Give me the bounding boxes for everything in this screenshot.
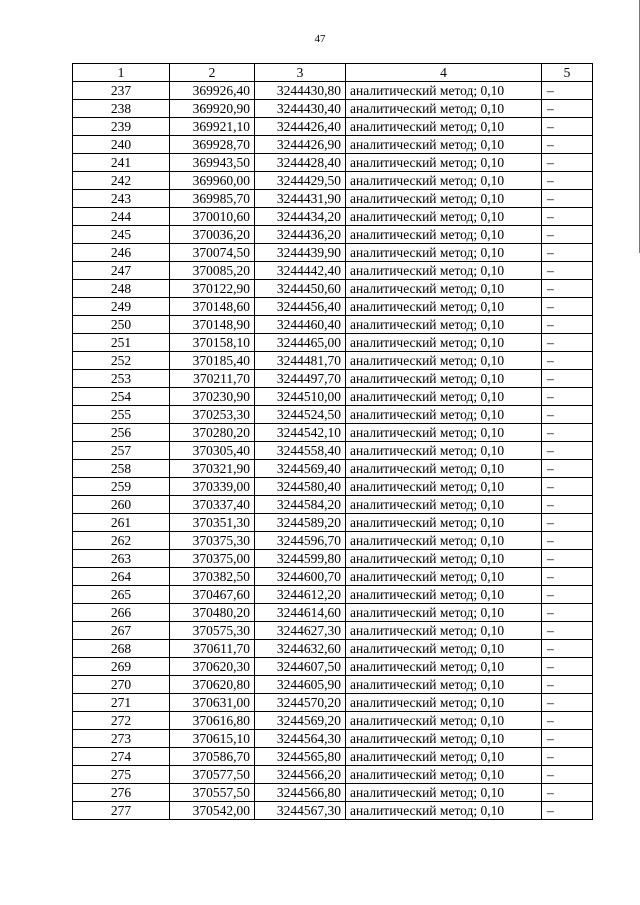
table-row — [73, 118, 593, 136]
table-row — [73, 604, 593, 622]
y-coordinate-cell: 3244450,60 — [255, 280, 346, 298]
y-coordinate-cell: 3244569,20 — [255, 712, 346, 730]
x-coordinate-cell: 370036,20 — [170, 226, 255, 244]
point-number-cell: 238 — [73, 100, 170, 118]
note-cell: – — [542, 352, 593, 370]
y-coordinate-cell: 3244565,80 — [255, 748, 346, 766]
note-cell: – — [542, 640, 593, 658]
point-number-cell: 274 — [73, 748, 170, 766]
point-number-cell: 242 — [73, 172, 170, 190]
x-coordinate-cell: 370616,80 — [170, 712, 255, 730]
table-row — [73, 784, 593, 802]
y-coordinate-cell: 3244580,40 — [255, 478, 346, 496]
table-row — [73, 280, 593, 298]
point-number-cell: 259 — [73, 478, 170, 496]
y-coordinate-cell: 3244564,30 — [255, 730, 346, 748]
note-cell: – — [542, 712, 593, 730]
point-number-cell: 273 — [73, 730, 170, 748]
note-cell: – — [542, 604, 593, 622]
point-number-cell: 255 — [73, 406, 170, 424]
table-row — [73, 352, 593, 370]
x-coordinate-cell: 370575,30 — [170, 622, 255, 640]
y-coordinate-cell: 3244434,20 — [255, 208, 346, 226]
point-number-cell: 265 — [73, 586, 170, 604]
column-header: 1 — [73, 64, 170, 82]
method-accuracy-cell: аналитический метод; 0,10 — [346, 622, 542, 640]
method-accuracy-cell: аналитический метод; 0,10 — [346, 532, 542, 550]
point-number-cell: 248 — [73, 280, 170, 298]
method-accuracy-cell: аналитический метод; 0,10 — [346, 676, 542, 694]
table-row — [73, 658, 593, 676]
y-coordinate-cell: 3244456,40 — [255, 298, 346, 316]
point-number-cell: 275 — [73, 766, 170, 784]
table-row — [73, 370, 593, 388]
method-accuracy-cell: аналитический метод; 0,10 — [346, 100, 542, 118]
y-coordinate-cell: 3244612,20 — [255, 586, 346, 604]
y-coordinate-cell: 3244596,70 — [255, 532, 346, 550]
method-accuracy-cell: аналитический метод; 0,10 — [346, 334, 542, 352]
note-cell: – — [542, 784, 593, 802]
note-cell: – — [542, 388, 593, 406]
point-number-cell: 245 — [73, 226, 170, 244]
column-header: 4 — [346, 64, 542, 82]
point-number-cell: 261 — [73, 514, 170, 532]
table-row — [73, 82, 593, 100]
note-cell: – — [542, 262, 593, 280]
point-number-cell: 267 — [73, 622, 170, 640]
x-coordinate-cell: 370480,20 — [170, 604, 255, 622]
point-number-cell: 257 — [73, 442, 170, 460]
point-number-cell: 250 — [73, 316, 170, 334]
method-accuracy-cell: аналитический метод; 0,10 — [346, 118, 542, 136]
method-accuracy-cell: аналитический метод; 0,10 — [346, 748, 542, 766]
table-row — [73, 748, 593, 766]
note-cell: – — [542, 550, 593, 568]
x-coordinate-cell: 370351,30 — [170, 514, 255, 532]
method-accuracy-cell: аналитический метод; 0,10 — [346, 316, 542, 334]
y-coordinate-cell: 3244497,70 — [255, 370, 346, 388]
y-coordinate-cell: 3244566,80 — [255, 784, 346, 802]
method-accuracy-cell: аналитический метод; 0,10 — [346, 802, 542, 820]
y-coordinate-cell: 3244567,30 — [255, 802, 346, 820]
point-number-cell: 266 — [73, 604, 170, 622]
note-cell: – — [542, 460, 593, 478]
y-coordinate-cell: 3244428,40 — [255, 154, 346, 172]
note-cell: – — [542, 496, 593, 514]
x-coordinate-cell: 370148,60 — [170, 298, 255, 316]
x-coordinate-cell: 370305,40 — [170, 442, 255, 460]
x-coordinate-cell: 369943,50 — [170, 154, 255, 172]
x-coordinate-cell: 370620,80 — [170, 676, 255, 694]
method-accuracy-cell: аналитический метод; 0,10 — [346, 766, 542, 784]
table-row — [73, 262, 593, 280]
x-coordinate-cell: 369928,70 — [170, 136, 255, 154]
point-number-cell: 244 — [73, 208, 170, 226]
y-coordinate-cell: 3244589,20 — [255, 514, 346, 532]
y-coordinate-cell: 3244600,70 — [255, 568, 346, 586]
x-coordinate-cell: 370339,00 — [170, 478, 255, 496]
table-row — [73, 478, 593, 496]
method-accuracy-cell: аналитический метод; 0,10 — [346, 460, 542, 478]
table-row — [73, 532, 593, 550]
method-accuracy-cell: аналитический метод; 0,10 — [346, 298, 542, 316]
table-row — [73, 514, 593, 532]
note-cell: – — [542, 424, 593, 442]
table-row — [73, 208, 593, 226]
method-accuracy-cell: аналитический метод; 0,10 — [346, 586, 542, 604]
y-coordinate-cell: 3244542,10 — [255, 424, 346, 442]
point-number-cell: 256 — [73, 424, 170, 442]
table-body — [73, 82, 593, 820]
y-coordinate-cell: 3244426,40 — [255, 118, 346, 136]
note-cell: – — [542, 208, 593, 226]
method-accuracy-cell: аналитический метод; 0,10 — [346, 280, 542, 298]
method-accuracy-cell: аналитический метод; 0,10 — [346, 190, 542, 208]
y-coordinate-cell: 3244465,00 — [255, 334, 346, 352]
table-row — [73, 334, 593, 352]
note-cell: – — [542, 532, 593, 550]
note-cell: – — [542, 658, 593, 676]
table-row — [73, 550, 593, 568]
note-cell: – — [542, 514, 593, 532]
note-cell: – — [542, 298, 593, 316]
table-row — [73, 226, 593, 244]
y-coordinate-cell: 3244481,70 — [255, 352, 346, 370]
method-accuracy-cell: аналитический метод; 0,10 — [346, 640, 542, 658]
y-coordinate-cell: 3244632,60 — [255, 640, 346, 658]
point-number-cell: 271 — [73, 694, 170, 712]
point-number-cell: 241 — [73, 154, 170, 172]
note-cell: – — [542, 82, 593, 100]
note-cell: – — [542, 442, 593, 460]
point-number-cell: 263 — [73, 550, 170, 568]
point-number-cell: 254 — [73, 388, 170, 406]
table-row — [73, 298, 593, 316]
y-coordinate-cell: 3244627,30 — [255, 622, 346, 640]
table-row — [73, 640, 593, 658]
x-coordinate-cell: 370148,90 — [170, 316, 255, 334]
table-row — [73, 388, 593, 406]
x-coordinate-cell: 370337,40 — [170, 496, 255, 514]
x-coordinate-cell: 370074,50 — [170, 244, 255, 262]
y-coordinate-cell: 3244436,20 — [255, 226, 346, 244]
method-accuracy-cell: аналитический метод; 0,10 — [346, 82, 542, 100]
note-cell: – — [542, 316, 593, 334]
y-coordinate-cell: 3244569,40 — [255, 460, 346, 478]
point-number-cell: 258 — [73, 460, 170, 478]
x-coordinate-cell: 370185,40 — [170, 352, 255, 370]
table-row — [73, 712, 593, 730]
method-accuracy-cell: аналитический метод; 0,10 — [346, 784, 542, 802]
x-coordinate-cell: 369921,10 — [170, 118, 255, 136]
x-coordinate-cell: 370122,90 — [170, 280, 255, 298]
point-number-cell: 276 — [73, 784, 170, 802]
table-row — [73, 730, 593, 748]
x-coordinate-cell: 370321,90 — [170, 460, 255, 478]
point-number-cell: 253 — [73, 370, 170, 388]
method-accuracy-cell: аналитический метод; 0,10 — [346, 730, 542, 748]
table-row — [73, 586, 593, 604]
x-coordinate-cell: 370577,50 — [170, 766, 255, 784]
y-coordinate-cell: 3244510,00 — [255, 388, 346, 406]
method-accuracy-cell: аналитический метод; 0,10 — [346, 226, 542, 244]
point-number-cell: 243 — [73, 190, 170, 208]
x-coordinate-cell: 369985,70 — [170, 190, 255, 208]
column-header: 5 — [542, 64, 593, 82]
method-accuracy-cell: аналитический метод; 0,10 — [346, 550, 542, 568]
note-cell: – — [542, 136, 593, 154]
note-cell: – — [542, 118, 593, 136]
note-cell: – — [542, 244, 593, 262]
point-number-cell: 269 — [73, 658, 170, 676]
table-row — [73, 424, 593, 442]
table-row — [73, 244, 593, 262]
note-cell: – — [542, 226, 593, 244]
note-cell: – — [542, 280, 593, 298]
point-number-cell: 264 — [73, 568, 170, 586]
point-number-cell: 277 — [73, 802, 170, 820]
note-cell: – — [542, 370, 593, 388]
y-coordinate-cell: 3244570,20 — [255, 694, 346, 712]
y-coordinate-cell: 3244439,90 — [255, 244, 346, 262]
y-coordinate-cell: 3244430,40 — [255, 100, 346, 118]
method-accuracy-cell: аналитический метод; 0,10 — [346, 172, 542, 190]
x-coordinate-cell: 370375,30 — [170, 532, 255, 550]
note-cell: – — [542, 100, 593, 118]
table-row — [73, 676, 593, 694]
x-coordinate-cell: 370158,10 — [170, 334, 255, 352]
point-number-cell: 237 — [73, 82, 170, 100]
table-row — [73, 802, 593, 820]
point-number-cell: 252 — [73, 352, 170, 370]
y-coordinate-cell: 3244460,40 — [255, 316, 346, 334]
point-number-cell: 239 — [73, 118, 170, 136]
method-accuracy-cell: аналитический метод; 0,10 — [346, 442, 542, 460]
y-coordinate-cell: 3244605,90 — [255, 676, 346, 694]
x-coordinate-cell: 369920,90 — [170, 100, 255, 118]
table-row — [73, 154, 593, 172]
note-cell: – — [542, 172, 593, 190]
note-cell: – — [542, 568, 593, 586]
table-header-row — [73, 64, 593, 82]
method-accuracy-cell: аналитический метод; 0,10 — [346, 424, 542, 442]
y-coordinate-cell: 3244558,40 — [255, 442, 346, 460]
method-accuracy-cell: аналитический метод; 0,10 — [346, 658, 542, 676]
method-accuracy-cell: аналитический метод; 0,10 — [346, 604, 542, 622]
column-header: 2 — [170, 64, 255, 82]
table-row — [73, 460, 593, 478]
x-coordinate-cell: 370253,30 — [170, 406, 255, 424]
x-coordinate-cell: 370557,50 — [170, 784, 255, 802]
point-number-cell: 246 — [73, 244, 170, 262]
point-number-cell: 240 — [73, 136, 170, 154]
point-number-cell: 251 — [73, 334, 170, 352]
table-row — [73, 406, 593, 424]
x-coordinate-cell: 370467,60 — [170, 586, 255, 604]
method-accuracy-cell: аналитический метод; 0,10 — [346, 712, 542, 730]
table-row — [73, 496, 593, 514]
x-coordinate-cell: 370586,70 — [170, 748, 255, 766]
note-cell: – — [542, 802, 593, 820]
method-accuracy-cell: аналитический метод; 0,10 — [346, 262, 542, 280]
x-coordinate-cell: 369960,00 — [170, 172, 255, 190]
page-number: 47 — [314, 33, 326, 45]
x-coordinate-cell: 370010,60 — [170, 208, 255, 226]
point-number-cell: 262 — [73, 532, 170, 550]
note-cell: – — [542, 748, 593, 766]
table-row — [73, 190, 593, 208]
x-coordinate-cell: 370615,10 — [170, 730, 255, 748]
y-coordinate-cell: 3244431,90 — [255, 190, 346, 208]
note-cell: – — [542, 334, 593, 352]
x-coordinate-cell: 370230,90 — [170, 388, 255, 406]
x-coordinate-cell: 370620,30 — [170, 658, 255, 676]
note-cell: – — [542, 406, 593, 424]
x-coordinate-cell: 370211,70 — [170, 370, 255, 388]
method-accuracy-cell: аналитический метод; 0,10 — [346, 154, 542, 172]
method-accuracy-cell: аналитический метод; 0,10 — [346, 406, 542, 424]
table-row — [73, 100, 593, 118]
method-accuracy-cell: аналитический метод; 0,10 — [346, 388, 542, 406]
x-coordinate-cell: 369926,40 — [170, 82, 255, 100]
note-cell: – — [542, 694, 593, 712]
point-number-cell: 249 — [73, 298, 170, 316]
y-coordinate-cell: 3244442,40 — [255, 262, 346, 280]
coordinates-table — [72, 63, 593, 820]
y-coordinate-cell: 3244599,80 — [255, 550, 346, 568]
table-row — [73, 172, 593, 190]
point-number-cell: 268 — [73, 640, 170, 658]
column-header: 3 — [255, 64, 346, 82]
x-coordinate-cell: 370085,20 — [170, 262, 255, 280]
x-coordinate-cell: 370611,70 — [170, 640, 255, 658]
table-row — [73, 694, 593, 712]
y-coordinate-cell: 3244430,80 — [255, 82, 346, 100]
table-row — [73, 622, 593, 640]
y-coordinate-cell: 3244566,20 — [255, 766, 346, 784]
table-row — [73, 136, 593, 154]
method-accuracy-cell: аналитический метод; 0,10 — [346, 568, 542, 586]
note-cell: – — [542, 676, 593, 694]
method-accuracy-cell: аналитический метод; 0,10 — [346, 352, 542, 370]
x-coordinate-cell: 370542,00 — [170, 802, 255, 820]
method-accuracy-cell: аналитический метод; 0,10 — [346, 478, 542, 496]
method-accuracy-cell: аналитический метод; 0,10 — [346, 244, 542, 262]
y-coordinate-cell: 3244429,50 — [255, 172, 346, 190]
table-row — [73, 316, 593, 334]
point-number-cell: 260 — [73, 496, 170, 514]
method-accuracy-cell: аналитический метод; 0,10 — [346, 370, 542, 388]
y-coordinate-cell: 3244524,50 — [255, 406, 346, 424]
y-coordinate-cell: 3244426,90 — [255, 136, 346, 154]
method-accuracy-cell: аналитический метод; 0,10 — [346, 136, 542, 154]
note-cell: – — [542, 730, 593, 748]
note-cell: – — [542, 586, 593, 604]
point-number-cell: 247 — [73, 262, 170, 280]
note-cell: – — [542, 766, 593, 784]
point-number-cell: 270 — [73, 676, 170, 694]
x-coordinate-cell: 370631,00 — [170, 694, 255, 712]
note-cell: – — [542, 622, 593, 640]
y-coordinate-cell: 3244614,60 — [255, 604, 346, 622]
table-row — [73, 442, 593, 460]
table-row — [73, 766, 593, 784]
y-coordinate-cell: 3244607,50 — [255, 658, 346, 676]
note-cell: – — [542, 190, 593, 208]
point-number-cell: 272 — [73, 712, 170, 730]
table-row — [73, 568, 593, 586]
method-accuracy-cell: аналитический метод; 0,10 — [346, 694, 542, 712]
y-coordinate-cell: 3244584,20 — [255, 496, 346, 514]
method-accuracy-cell: аналитический метод; 0,10 — [346, 514, 542, 532]
method-accuracy-cell: аналитический метод; 0,10 — [346, 208, 542, 226]
x-coordinate-cell: 370280,20 — [170, 424, 255, 442]
method-accuracy-cell: аналитический метод; 0,10 — [346, 496, 542, 514]
note-cell: – — [542, 154, 593, 172]
x-coordinate-cell: 370375,00 — [170, 550, 255, 568]
note-cell: – — [542, 478, 593, 496]
x-coordinate-cell: 370382,50 — [170, 568, 255, 586]
